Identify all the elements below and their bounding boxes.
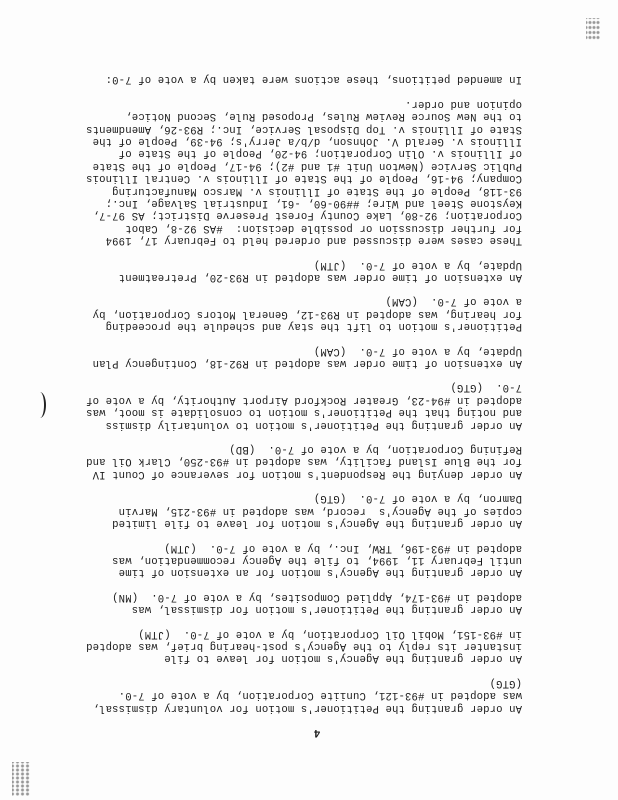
text-line: Illinois v. Gerald V. Johnson, d/b/a Jerry's; 94-39, People of the [92, 134, 522, 147]
text-line: instanter its reply to the Agency's post-hearing brief, was adopted [86, 639, 522, 652]
paragraph-list [82, 73, 522, 714]
paragraph [82, 492, 522, 529]
paragraph [82, 258, 522, 283]
text-line: Refining Corporation, by a vote of 7-0. (BD) [229, 443, 522, 456]
text-line: Petitioner's motion to lift the stay and schedule the proceeding [105, 320, 522, 333]
text-line: Corporation; 92-80, Lake County Forest Preserve District; AS 97-7, [92, 209, 522, 222]
text-line: Company; 94-16, People of the State of Illinois v. Central Illinois [86, 172, 522, 185]
text-line: An order granting the Agency's motion for leave to file limited [112, 517, 522, 530]
text-line: adopted in #93-174, Applied Composites, by a vote of 7-0. (MN) [112, 590, 522, 603]
text-line: An order granting the Petitioner's motion for voluntary dismissal, [92, 701, 522, 714]
text-line: of Illinois v. Olin Corporation; 94-20, People of the State of [118, 147, 522, 160]
text-line: for further discussion or possible decision: #AS 92-8, Cabot [125, 221, 522, 234]
text-line: for hearing, was adopted in R93-12, General Motors Corporation, by [92, 307, 522, 320]
paragraph [82, 73, 522, 85]
paragraph [82, 97, 522, 246]
text-line: 93-118, People of the State of Illinois v. Marsco Manufacturing [112, 184, 522, 197]
paragraph [82, 381, 522, 431]
text-line: and noting that the Petitioner's motion to consolidate is moot, was [86, 406, 522, 419]
text-line: Update, by a vote of 7-0. (CAM) [313, 344, 522, 357]
text-line: An extension of time order was adopted in R93-20, Pretreatment [118, 271, 522, 284]
text-line: An order denying the Respondent's motion for severance of Count IV [92, 467, 522, 480]
text-line: for the Blue Island facility, was adopted in #93-250, Clark Oil and [86, 455, 522, 468]
paragraph [82, 627, 522, 664]
text-line: Keystone Steel and Wire; ##90-60, -61, Industrial Salvage, Inc.; [105, 197, 522, 209]
paragraph [82, 344, 522, 369]
text-line: adopted in #93-196, TRW, Inc., by a vote of 7-0. (JTM) [164, 541, 522, 554]
text-line: to the New Source Review Rules, Proposed Rule, Second Notice, [125, 110, 522, 123]
page-number: 4 [313, 726, 321, 738]
text-line: opinion and order. [404, 97, 522, 110]
text-line: 7-0. (GTG) [450, 381, 522, 394]
paragraph [82, 443, 522, 480]
text-line: An extension of time order was adopted in R92-18, Contingency Plan [92, 357, 522, 370]
paragraph [82, 590, 522, 615]
paragraph [82, 676, 522, 713]
text-line: An order granting the Agency's motion for an extension of time [118, 566, 522, 579]
text-line: a vote of 7-0. (CAM) [385, 295, 522, 308]
text-line: These cases were discussed and ordered held to February 17, 1994 [105, 234, 522, 247]
paragraph [82, 295, 522, 332]
text-line: Update, by a vote of 7-0. (JTM) [313, 258, 522, 271]
margin-mark [34, 392, 46, 418]
text-line: until February 11, 1994, to file the Agency recommendation, was [112, 553, 522, 566]
text-line: (GTG) [489, 676, 522, 689]
text-line: An order granting the Petitioner's motion to voluntarily dismiss [105, 418, 522, 431]
text-line: In amended petitions, these actions were taken by a vote of 7-0: [105, 73, 522, 86]
text-line: Damron, by a vote of 7-0. (GTG) [313, 492, 522, 505]
text-line: adopted in #94-23, Greater Rockford Airport Authority, by a vote of [86, 393, 522, 406]
paragraph [82, 541, 522, 578]
text-line: State of Illinois v. Top Disposal Service, Inc.; R93-26, Amendments [86, 122, 522, 135]
text-line: was adopted in #93-121, Cuniite Corporation, by a vote of 7-0. [118, 689, 522, 702]
scan-artifact [12, 762, 30, 796]
text-line: in #93-151, Mobil Oil Corporation, by a vote of 7-0. (JTM) [138, 627, 522, 640]
text-line: An order granting the Petitioner's motion for dismissal, was [131, 603, 522, 616]
scan-artifact [586, 18, 600, 40]
text-line: Public Service (Newton Unit #1 and #2); 94-17, People of the State [92, 159, 522, 172]
document-body [82, 61, 522, 738]
text-line: copies of the Agency's record, was adopted in #93-215, Marvin [118, 504, 522, 517]
text-line: An order granting the Agency's motion for leave to file [164, 652, 522, 665]
